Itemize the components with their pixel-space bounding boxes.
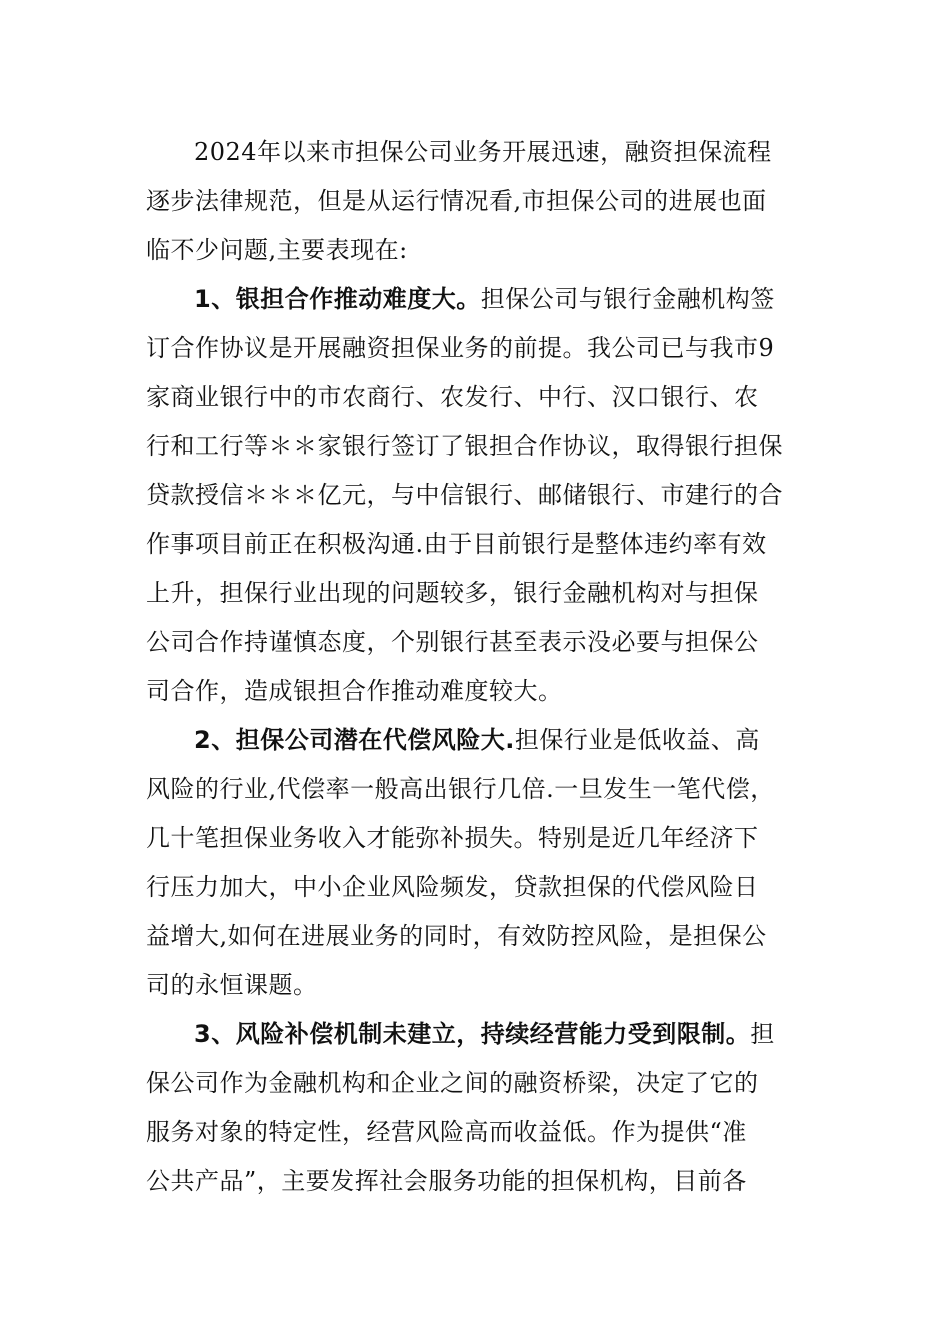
- paragraph-line: 2024年以来市担保公司业务开展迅速，融资担保流程: [194, 138, 772, 166]
- paragraph-line: 几十笔担保业务收入才能弥补损失。特别是近几年经济下: [146, 824, 759, 852]
- paragraph-line: 风险的行业,代偿率一般高出银行几倍.一旦发生一笔代偿，: [146, 775, 775, 803]
- paragraph-line: 上升，担保行业出现的问题较多，银行金融机构对与担保: [146, 579, 759, 607]
- paragraph-bank-cooperation: [146, 275, 808, 716]
- paragraph-line: 益增大,如何在进展业务的同时，有效防控风险，是担保公: [146, 922, 767, 950]
- paragraph-line: 担保公司与银行金融机构签: [480, 285, 775, 313]
- paragraph-intro: [146, 128, 808, 275]
- paragraph-line: 公司合作持谨慎态度，个别银行甚至表示没必要与担保公: [146, 628, 759, 656]
- paragraph-line: 订合作协议是开展融资担保业务的前提。我公司已与我市9: [146, 334, 775, 362]
- paragraph-heading: 1、银担合作推动难度大。: [194, 285, 481, 313]
- paragraph-line: 公共产品”，主要发挥社会服务功能的担保机构，目前各: [146, 1167, 747, 1195]
- paragraph-line: 临不少问题,主要表现在:: [146, 236, 408, 264]
- paragraph-line: 行压力加大，中小企业风险频发，贷款担保的代偿风险日: [146, 873, 759, 901]
- paragraph-first-line: [146, 1010, 808, 1059]
- paragraph-line: 家商业银行中的市农商行、农发行、中行、汉口银行、农: [146, 383, 759, 411]
- paragraph-line: 逐步法律规范，但是从运行情况看,市担保公司的进展也面: [146, 187, 767, 215]
- paragraph-line: 贷款授信＊＊＊亿元，与中信银行、邮储银行、市建行的合: [146, 481, 783, 509]
- paragraph-first-line: [146, 716, 808, 765]
- paragraph-line: 保公司作为金融机构和企业之间的融资桥梁，决定了它的: [146, 1069, 759, 1097]
- paragraph-line: 担: [750, 1020, 775, 1048]
- paragraph-compensation-risk: [146, 716, 808, 1010]
- paragraph-line: 司的永恒课题。: [146, 971, 318, 999]
- paragraph-line: 司合作，造成银担合作推动难度较大。: [146, 677, 563, 705]
- paragraph-line: 服务对象的特定性，经营风险高而收益低。作为提供“准: [146, 1118, 747, 1146]
- document-body: [146, 128, 808, 1206]
- paragraph-heading: 2、担保公司潜在代偿风险大.: [194, 726, 515, 754]
- paragraph-line: 担保行业是低收益、高: [514, 726, 760, 754]
- paragraph-heading: 3、风险补偿机制未建立，持续经营能力受到限制。: [194, 1020, 751, 1048]
- paragraph-line: 作事项目前正在积极沟通.由于目前银行是整体违约率有效: [146, 530, 767, 558]
- paragraph-compensation-mechanism: [146, 1010, 808, 1206]
- paragraph-first-line: [146, 275, 808, 324]
- paragraph-line: 行和工行等＊＊家银行签订了银担合作协议，取得银行担保: [146, 432, 783, 460]
